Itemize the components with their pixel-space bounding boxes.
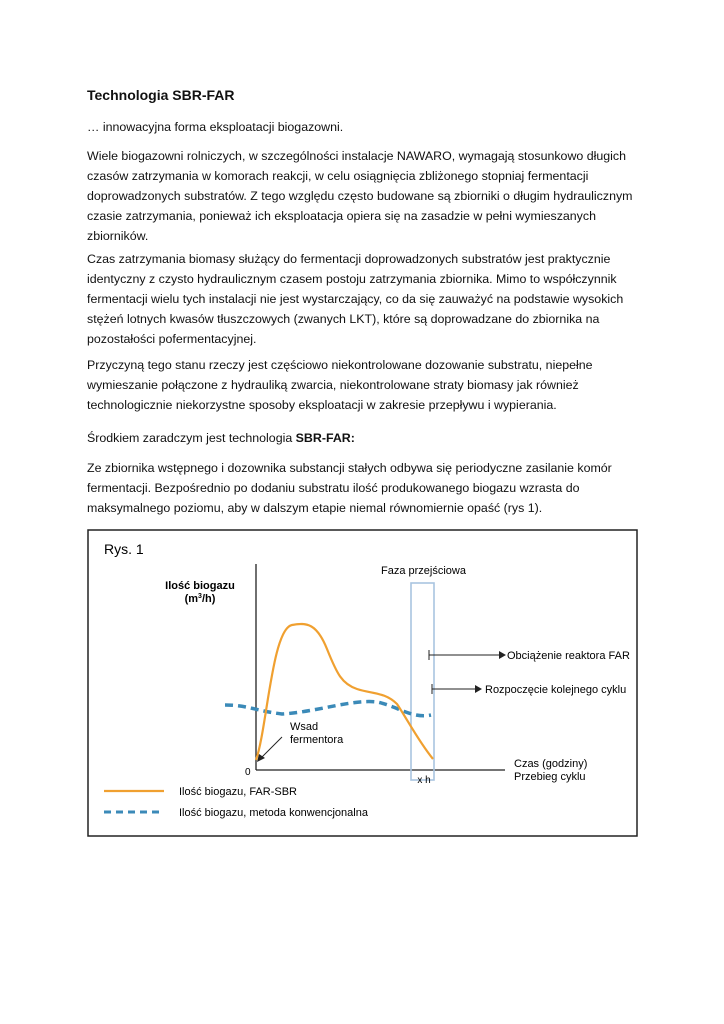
x-axis-label-line2: Przebieg cyklu	[514, 771, 586, 783]
figure-rys-1	[87, 529, 638, 837]
annotation-batch-line2: fermentora	[290, 734, 344, 746]
figure-frame	[88, 530, 637, 836]
paragraph-5: Ze zbiornika wstępnego i dozownika substancji stałych odbywa się periodyczne zasilanie komór fermentacji. Bezpośrednio po dodaniu substratu ilość produkowanego biogazu wzrasta do maksymalnego poziomu, aby w dalszym etapie niemal równomiernie opaść (rys 1).	[87, 461, 612, 515]
figure-label: Rys. 1	[104, 541, 144, 557]
annotation-load-text: Obciążenie reaktora FAR	[507, 650, 630, 662]
legend-label-far-sbr: Ilość biogazu, FAR-SBR	[179, 786, 297, 798]
paragraph-2: Czas zatrzymania biomasy służący do fermentacji doprowadzonych substratów jest praktycznie identyczny z czysto hydraulicznym czasem postoju zatrzymania zbiornika. Mimo to współczynnik fermentacji wielu tych instalacji nie jest wystarczający, co da się zauważyć na podstawie wysokich stężeń lotnych kwasów tłuszczowych (zwanych LKT), które są doprowadzane do zbiornika na pozostałości pofermentacyjnej.	[87, 252, 624, 346]
paragraph-4	[87, 428, 647, 448]
x-tick-label: x h	[417, 775, 431, 786]
phase-label: Faza przejściowa	[381, 565, 466, 577]
paragraph-1: Wiele biogazowni rolniczych, w szczególności instalacje NAWARO, wymagają stosunkowo długich czasów zatrzymania w komorach reakcji, w celu osiągnięcia zbliżonego stopniaj fermentacji doprowadzonych substratów. Z tego względu często budowane są zbiorniki o długim hydraulicznym czasie zatrzymania, ponieważ ich eksploatacja opiera się na zasadzie w pełni wymieszanych zbiorników.	[87, 149, 633, 243]
paragraph-4-text: Środkiem zaradczym jest technologia	[87, 431, 296, 445]
legend-label-conventional: Ilość biogazu, metoda konwencjonalna	[179, 807, 368, 819]
annotation-batch-line1: Wsad	[290, 721, 319, 733]
annotation-next-text: Rozpoczęcie kolejnego cyklu	[485, 684, 627, 696]
paragraph-3: Przyczyną tego stanu rzeczy jest częściowo niekontrolowane dozowanie substratu, niepełne wymieszanie połączone z hydrauliką zwarcia, niekontrolowane straty biomasy jak również technologicznie niekorzystne sposoby eksploatacji w zakresie przepływu i wypierania.	[87, 358, 593, 412]
paragraph-4-bold: SBR-FAR:	[295, 431, 355, 445]
x-axis-label-line1: Czas (godziny)	[514, 758, 588, 770]
y-axis-label-line1: Ilość biogazu	[165, 580, 235, 592]
y-axis-label-line2: $(m^3/h)$	[184, 593, 216, 605]
paragraph-intro: … innowacyjna forma eksploatacji biogazowni.	[87, 120, 344, 134]
figure-svg	[87, 529, 638, 837]
document-title: Technologia SBR-FAR	[87, 87, 235, 103]
origin-label: 0	[245, 767, 251, 778]
